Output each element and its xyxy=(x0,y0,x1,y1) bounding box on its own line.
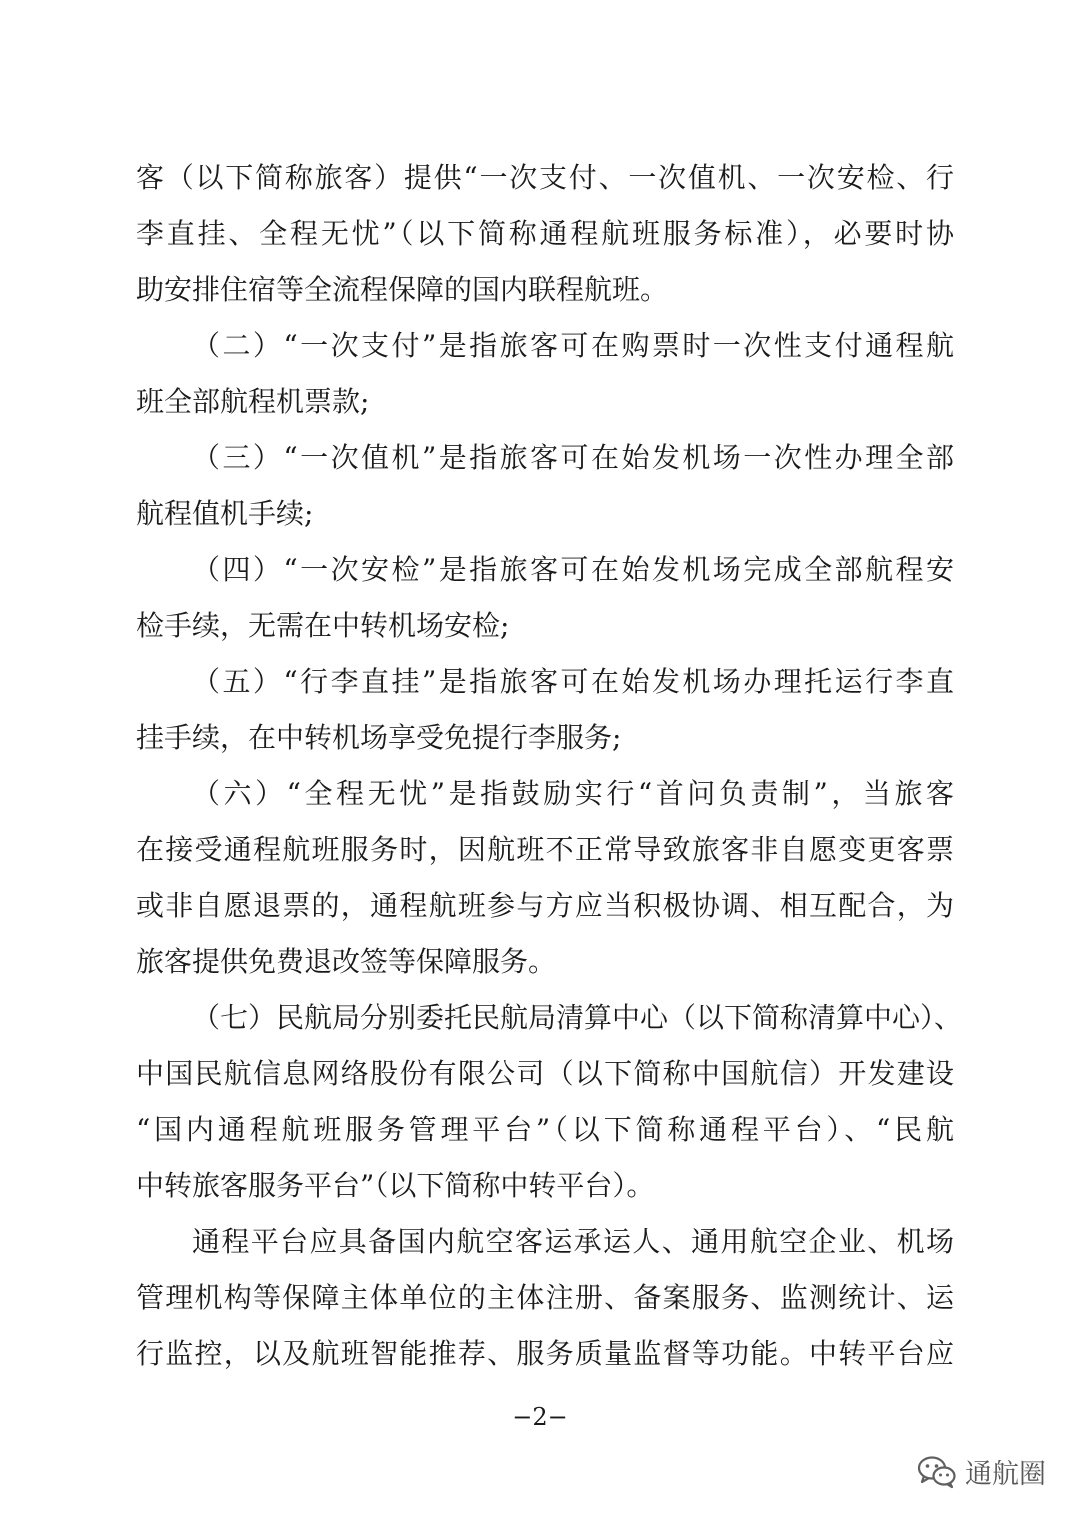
watermark xyxy=(917,1452,1046,1491)
text-line: 助安排住宿等全流程保障的国内联程航班。 xyxy=(136,273,669,306)
text-line: 中国民航信息网络股份有限公司（以下简称中国航信）开发建设 xyxy=(136,1057,954,1090)
text-line: 管理机构等保障主体单位的主体注册、备案服务、监测统计、运 xyxy=(136,1281,954,1314)
text-line: （二）“一次支付”是指旅客可在购票时一次性支付通程航 xyxy=(192,329,954,362)
text-line: 班全部航程机票款; xyxy=(136,385,370,418)
text-line: （五）“行李直挂”是指旅客可在始发机场办理托运行李直 xyxy=(192,665,954,698)
text-line: 在接受通程航班服务时，因航班不正常导致旅客非自愿变更客票 xyxy=(136,833,954,866)
text-line: （四）“一次安检”是指旅客可在始发机场完成全部航程安 xyxy=(192,553,954,586)
page-number: −2− xyxy=(512,1403,568,1431)
text-line: 检手续，无需在中转机场安检; xyxy=(136,609,510,642)
text-line: （三）“一次值机”是指旅客可在始发机场一次性办理全部 xyxy=(192,441,954,474)
text-line: 挂手续，在中转机场享受免提行李服务; xyxy=(136,721,622,754)
text-line: （六）“全程无忧”是指鼓励实行“首问负责制”，当旅客 xyxy=(192,777,954,810)
text-line: 旅客提供免费退改签等保障服务。 xyxy=(136,945,557,978)
text-line: 行监控，以及航班智能推荐、服务质量监督等功能。中转平台应 xyxy=(136,1337,954,1370)
text-line: （七）民航局分别委托民航局清算中心（以下简称清算中心）、 xyxy=(192,1001,963,1034)
text-line: 李直挂、全程无忧”（以下简称通程航班服务标准），必要时协 xyxy=(136,217,954,250)
text-line: “国内通程航班服务管理平台”（以下简称通程平台）、“民航 xyxy=(136,1113,954,1146)
text-line: 通程平台应具备国内航空客运承运人、通用航空企业、机场 xyxy=(192,1225,954,1258)
watermark-text: 通航圈 xyxy=(965,1459,1046,1490)
text-line: 客（以下简称旅客）提供“一次支付、一次值机、一次安检、行 xyxy=(136,161,954,194)
text-line: 航程值机手续; xyxy=(136,497,314,530)
document-body xyxy=(136,150,963,1382)
wechat-icon xyxy=(917,1455,957,1489)
text-line: 中转旅客服务平台”（以下简称中转平台）。 xyxy=(136,1169,655,1202)
text-line: 或非自愿退票的，通程航班参与方应当积极协调、相互配合，为 xyxy=(136,889,954,922)
